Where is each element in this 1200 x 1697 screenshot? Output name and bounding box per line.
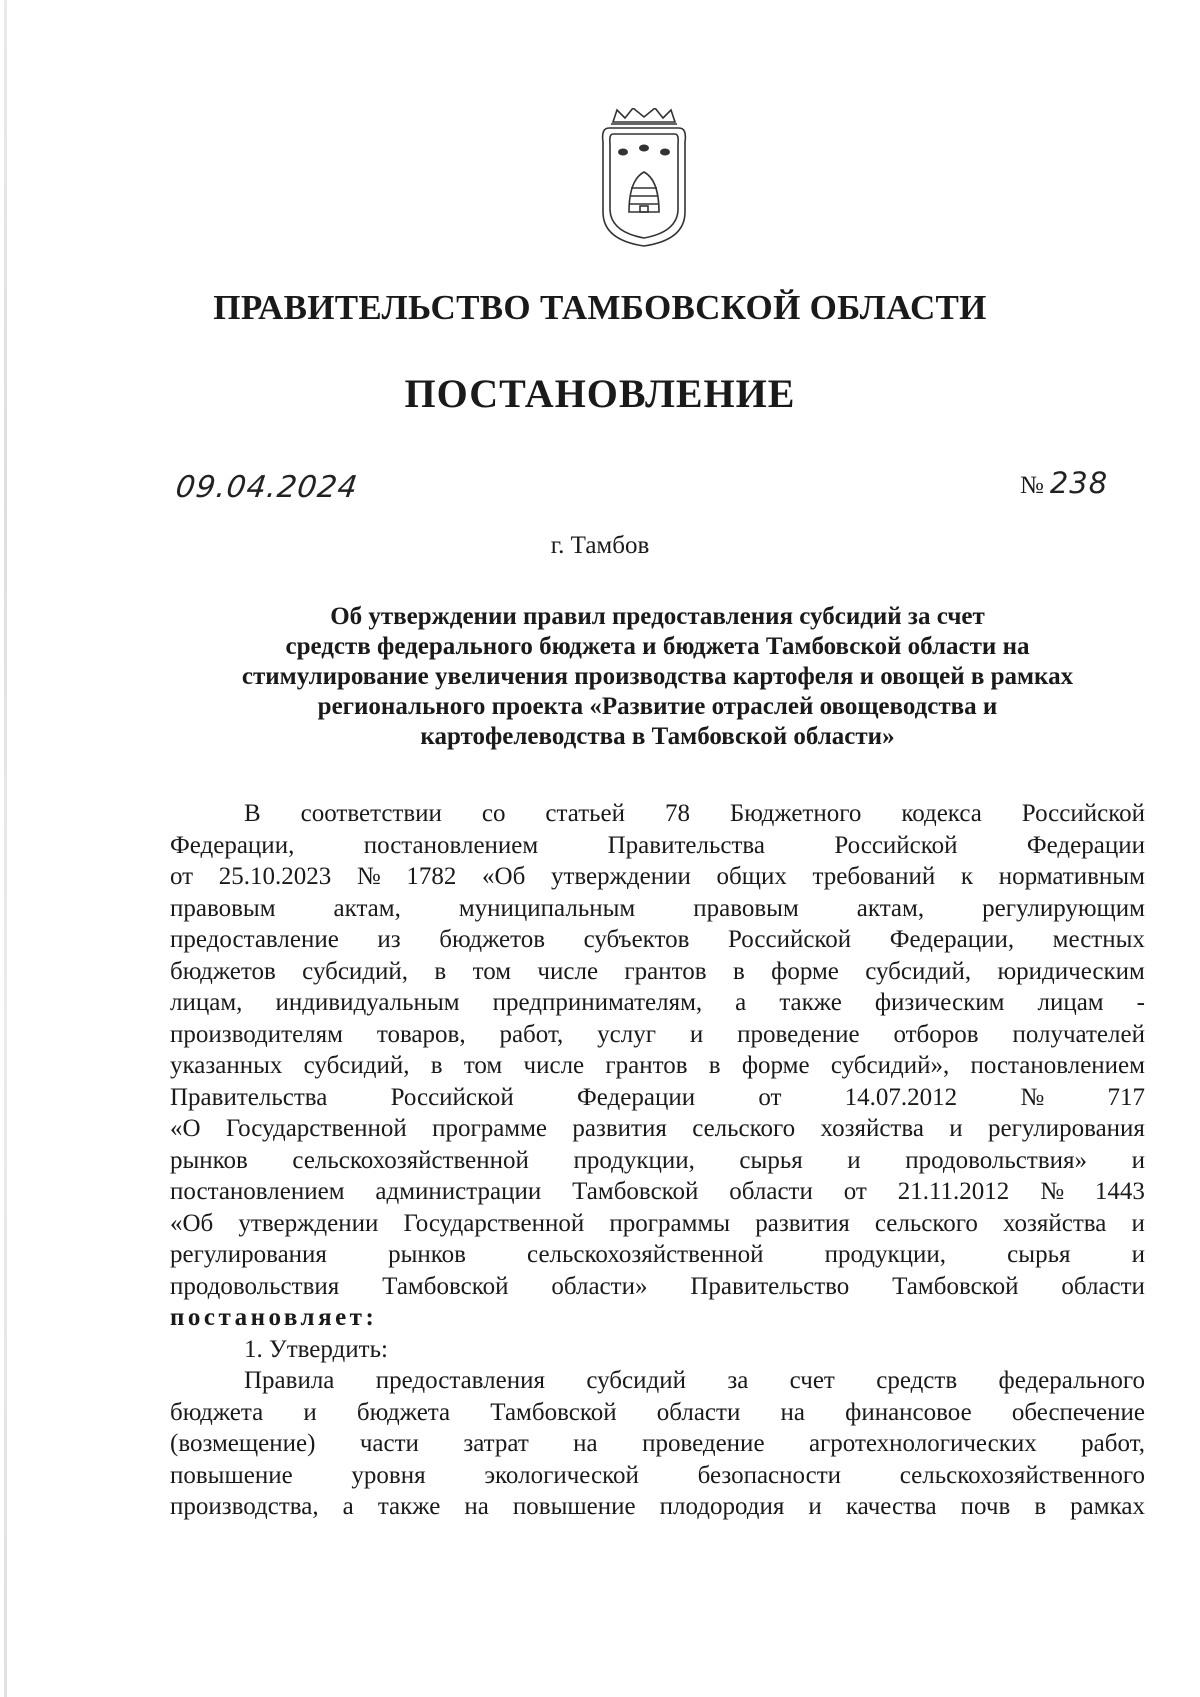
word: области [1061, 1272, 1145, 1300]
word: утверждении [238, 1209, 379, 1237]
word: отборов [893, 1020, 979, 1048]
word: из [377, 926, 401, 953]
number-sign: № [1020, 472, 1044, 499]
word: субсидий», [830, 1052, 950, 1079]
word: за [727, 1367, 749, 1394]
word: Российской [390, 1083, 514, 1111]
word: № [1040, 1178, 1065, 1205]
word: (возмещение) [170, 1430, 316, 1457]
rules-line [170, 1428, 1145, 1460]
word: Правила [244, 1367, 335, 1394]
word: от [170, 863, 194, 890]
word: В [244, 800, 261, 827]
body-line [170, 1208, 1145, 1240]
word: соответствии [300, 800, 442, 827]
word: форме [771, 957, 839, 985]
body-line [170, 924, 1145, 956]
body-line [170, 1082, 1145, 1114]
word: повышение [170, 1461, 293, 1489]
word: части [359, 1430, 419, 1457]
word: юридическим [997, 957, 1145, 985]
heading-line: средств федерального бюджета и бюджета Тамбовской области на [285, 633, 1030, 660]
body-line [170, 893, 1145, 925]
word: бюджетов [439, 926, 546, 953]
word: на [464, 1493, 489, 1520]
word: Государственной [403, 1209, 585, 1237]
word: муниципальным [458, 894, 636, 922]
word: 14.07.2012 [844, 1083, 958, 1111]
word: сельскохозяйственного [899, 1461, 1145, 1489]
body-line [170, 798, 1145, 830]
word: регулирующим [982, 894, 1145, 922]
word: постановлением [363, 831, 539, 859]
word: сырья [739, 1146, 803, 1174]
word: Российской [1021, 800, 1145, 827]
word: субсидий, [302, 957, 409, 985]
word: предоставления [375, 1367, 545, 1394]
word: предоставление [170, 926, 339, 953]
word: указанных [170, 1052, 283, 1079]
word: постановлением [970, 1052, 1145, 1079]
word: правовым [693, 894, 799, 922]
word: Федерации, [170, 831, 295, 859]
word: безопасности [697, 1461, 842, 1489]
body-line [170, 1145, 1145, 1177]
word: агротехнологических [808, 1430, 1037, 1457]
word: товаров, [376, 1020, 466, 1048]
word: производства, [170, 1493, 319, 1520]
word: бюджетов [170, 957, 276, 985]
word: Федерации [1026, 831, 1145, 859]
word: № [1020, 1083, 1045, 1111]
word: хозяйства [1002, 1209, 1107, 1237]
word: физическим [874, 989, 1005, 1016]
word: в [708, 1052, 721, 1079]
word: затрат [463, 1430, 529, 1457]
word: том [463, 1052, 503, 1079]
word: лицам, [170, 989, 243, 1016]
rules-line [170, 1460, 1145, 1492]
word: и [1131, 1209, 1145, 1237]
word: предпринимателям, [492, 989, 703, 1016]
word: Федерации [577, 1083, 696, 1111]
document-type-title: ПОСТАНОВЛЕНИЕ [404, 371, 796, 416]
scan-edge-shadow [4, 0, 7, 1697]
word: а [342, 1493, 354, 1520]
word: том [472, 957, 512, 985]
word: и [949, 1115, 963, 1142]
word: утверждении [550, 863, 691, 890]
document-heading [170, 602, 1145, 752]
word: субсидий [586, 1367, 686, 1394]
word: финансовое [845, 1398, 972, 1426]
word: администрации [375, 1178, 542, 1205]
word: «О [170, 1115, 201, 1142]
word: в [1034, 1493, 1047, 1520]
rules-line [170, 1397, 1145, 1429]
number-value: 238 [1049, 466, 1109, 500]
word: плодородия [659, 1493, 785, 1520]
word: сырья [1007, 1241, 1071, 1268]
word: субъектов [583, 926, 690, 953]
decree-word: постановляет: [170, 1304, 378, 1331]
word: качества [845, 1493, 937, 1520]
word: почв [960, 1493, 1011, 1520]
word: бюджета [170, 1398, 264, 1426]
word: числе [523, 1052, 585, 1079]
word: местных [1052, 926, 1145, 953]
word: форме [741, 1052, 810, 1079]
rules-line [170, 1491, 1145, 1523]
document-date: 09.04.2024 [173, 470, 361, 505]
body-line [170, 1239, 1145, 1271]
word: актам, [333, 894, 401, 922]
body-line [170, 1019, 1145, 1051]
word: рамках [1070, 1493, 1145, 1520]
word: от [758, 1083, 782, 1111]
word: сельскохозяйственной [292, 1146, 529, 1174]
word: Правительства [170, 1083, 328, 1111]
city-label: г. Тамбов [550, 532, 650, 559]
word: бюджета [356, 1398, 451, 1426]
item-1-line: 1. Утвердить: [244, 1335, 388, 1363]
word: обеспечение [1011, 1398, 1145, 1426]
word: и [303, 1398, 317, 1426]
word: Тамбовской [892, 1272, 1019, 1300]
word: хозяйства [820, 1115, 924, 1142]
word: субсидий, [865, 957, 972, 985]
word: постановлением [170, 1178, 345, 1205]
word: Правительства [607, 831, 765, 859]
word: Федерации, [889, 926, 1015, 953]
word: экологической [484, 1461, 639, 1489]
word: области [656, 1398, 741, 1426]
word: и [847, 1146, 861, 1174]
word: рынков [388, 1241, 466, 1268]
word: счет [789, 1367, 835, 1394]
word: «Об [170, 1209, 214, 1237]
word: кодекса [901, 800, 982, 827]
rules-line [170, 1365, 1145, 1397]
word: нормативным [998, 863, 1145, 890]
word: продукции, [573, 1146, 695, 1174]
word: продовольствия [170, 1272, 340, 1300]
word: программе [432, 1115, 548, 1142]
word: актам, [856, 894, 925, 922]
word: Правительство [690, 1272, 850, 1300]
document-number [1020, 466, 1108, 500]
body-line [170, 861, 1145, 893]
word: развития [755, 1209, 850, 1237]
heading-line: регионального проекта «Развитие отраслей овощеводства и [317, 693, 998, 720]
word: Тамбовской [572, 1178, 699, 1205]
word: сельского [692, 1115, 796, 1142]
word: области [729, 1178, 813, 1205]
word: правовым [170, 894, 276, 922]
word: на [780, 1398, 805, 1426]
word: работ, [499, 1020, 564, 1048]
decree-line [170, 1302, 1145, 1334]
word: субсидий, [303, 1052, 410, 1079]
body-line [170, 956, 1145, 988]
word: грантов [605, 1052, 688, 1079]
body-line [170, 1113, 1145, 1145]
word: со [481, 800, 506, 827]
word: - [1136, 989, 1145, 1016]
word: «Об [482, 863, 526, 890]
word: и [1131, 1146, 1145, 1174]
word: проведение [737, 1020, 860, 1048]
word: грантов [624, 957, 707, 985]
word: индивидуальным [275, 989, 460, 1016]
word: уровня [351, 1461, 426, 1489]
word: услуг [597, 1020, 656, 1048]
word: развития [572, 1115, 667, 1142]
word: Российской [834, 831, 958, 859]
word: средств [876, 1367, 958, 1394]
word: проведение [642, 1430, 765, 1457]
word: и [808, 1493, 822, 1520]
word: 1443 [1094, 1178, 1145, 1205]
word: продовольствия» [905, 1146, 1087, 1174]
word: Тамбовской [490, 1398, 617, 1426]
word: в [430, 1052, 443, 1079]
heading-line: картофелеводства в Тамбовской области» [420, 723, 895, 750]
word: получателей [1012, 1020, 1145, 1048]
word: работ, [1081, 1430, 1145, 1457]
word: а [735, 989, 747, 1016]
word: Российской [727, 926, 852, 953]
word: на [573, 1430, 598, 1457]
word: и [689, 1020, 704, 1048]
document-body [170, 798, 1145, 1523]
body-line [170, 1176, 1145, 1208]
word: также [779, 989, 842, 1016]
word: регулирования [170, 1241, 327, 1268]
word: общих [716, 863, 787, 890]
word: программы [609, 1209, 731, 1237]
organization-title: ПРАВИТЕЛЬСТВО ТАМБОВСКОЙ ОБЛАСТИ [213, 288, 987, 327]
word: Тамбовской [382, 1272, 509, 1300]
word: Государственной [225, 1115, 407, 1142]
word: регулирования [988, 1115, 1145, 1142]
word: Бюджетного [729, 800, 862, 827]
word: федерального [998, 1367, 1145, 1394]
word: в [434, 957, 447, 985]
word: № [356, 863, 381, 890]
word: лицам [1037, 989, 1104, 1016]
word: 717 [1107, 1083, 1145, 1111]
body-line [170, 1050, 1145, 1082]
word: числе [537, 957, 599, 985]
word: продукции, [824, 1241, 947, 1268]
word: области» [551, 1272, 648, 1300]
word: и [1131, 1241, 1145, 1268]
word: 78 [664, 800, 690, 827]
word: требований [812, 863, 936, 890]
word: 1782 [406, 863, 457, 890]
word: также [377, 1493, 441, 1520]
word: сельского [874, 1209, 978, 1237]
word: к [960, 863, 974, 890]
word: 21.11.2012 [897, 1178, 1010, 1205]
tambov-coat-of-arms-icon [599, 108, 689, 248]
word: сельскохозяйственной [527, 1241, 764, 1268]
body-line [170, 1271, 1145, 1303]
heading-line: Об утверждении правил предоставления субсидий за счет [330, 603, 985, 630]
word: от [843, 1178, 867, 1205]
word: повышение [512, 1493, 636, 1520]
word: рынков [170, 1146, 248, 1174]
word: производителям [170, 1020, 343, 1048]
body-line [170, 830, 1145, 862]
body-line [170, 987, 1145, 1019]
heading-line: стимулирование увеличения производства картофеля и овощей в рамках [241, 663, 1074, 690]
word: статьей [545, 800, 625, 827]
word: в [732, 957, 745, 985]
word: 25.10.2023 [218, 863, 332, 890]
